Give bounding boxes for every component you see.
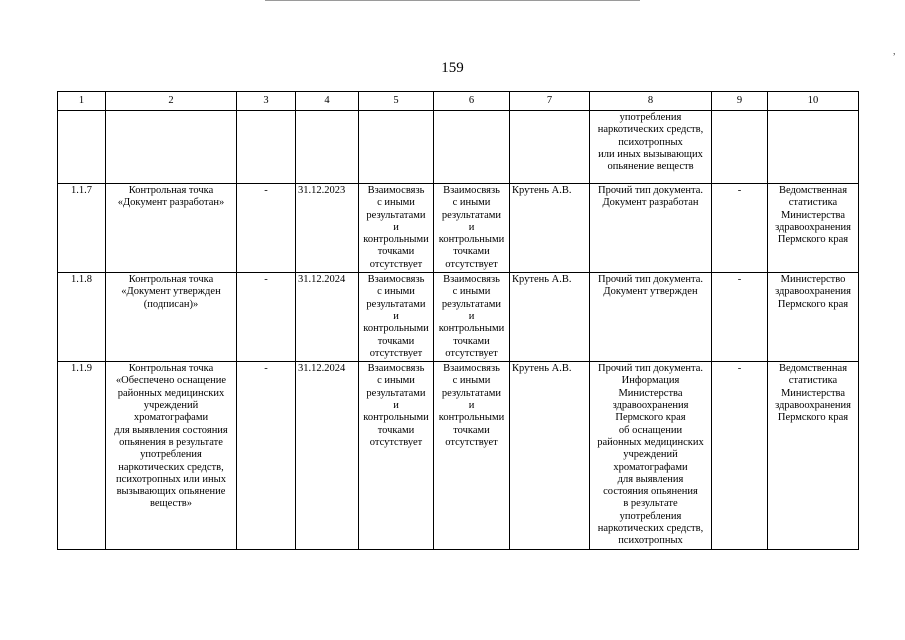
successor-cell [434, 273, 510, 362]
cell-line: употребления [619, 112, 682, 123]
dash-cell: - [712, 362, 768, 550]
cell-line: опьянения в результате [119, 436, 223, 448]
information-source-cell [768, 362, 859, 550]
cell-line: результатами [441, 209, 502, 221]
dash-cell [712, 111, 768, 184]
cell-line: наркотических средств, [597, 523, 704, 535]
predecessor-cell [359, 273, 434, 362]
responsible-cell: Крутень А.В. [510, 362, 590, 550]
table-row-1-1-7 [58, 184, 859, 273]
page-number: 159 [441, 60, 464, 76]
cell-line: для выявления состояния [114, 424, 228, 436]
cell-line: об оснащении [618, 424, 683, 436]
cell-line: Взаимосвязь [367, 363, 425, 375]
cell-line: контрольными [363, 234, 429, 246]
cell-line: отсутствует [445, 258, 498, 270]
document-type-cell [590, 111, 712, 184]
cell-line: Министерства [618, 387, 683, 399]
cell-line: Ведомственная [778, 363, 848, 375]
cell-line: психотропных или иных [116, 473, 226, 485]
cell-line: Пермского края [615, 412, 686, 424]
cell-line: Документ разработан [602, 197, 699, 209]
cell-line: точками [453, 335, 490, 347]
cell-line: контрольными [363, 412, 429, 424]
item-number-cell: 1.1.7 [58, 184, 106, 273]
edge-mark: , [893, 46, 896, 57]
cell-line: контрольными [438, 323, 505, 335]
dash-cell: - [237, 184, 296, 273]
cell-line: Взаимосвязь [443, 185, 500, 196]
cell-line: наркотических средств, [597, 124, 704, 136]
cell-line: Взаимосвязь [367, 274, 425, 286]
cell-line: отсутствует [445, 436, 498, 448]
cell-line: хроматографами [613, 461, 688, 473]
cell-line: вызывающих опьянение [116, 486, 226, 498]
cell-line: статистика [788, 375, 838, 387]
dash-cell [237, 111, 296, 184]
cell-line: веществ» [149, 498, 193, 510]
responsible-cell: Крутень А.В. [510, 184, 590, 273]
cell-line: Информация [621, 375, 680, 387]
cell-line: точками [377, 246, 415, 258]
column-number: 1 [58, 92, 106, 111]
control-point-name-cell [106, 111, 237, 184]
column-number: 9 [712, 92, 768, 111]
document-type-cell [590, 362, 712, 550]
table-row-1-1-9 [58, 362, 859, 550]
successor-cell [434, 362, 510, 550]
deadline-date-cell [296, 111, 359, 184]
cell-line: и [468, 310, 475, 322]
cell-line: с иными [377, 375, 415, 387]
cell-line: психотропных [618, 535, 683, 547]
deadline-date-cell: 31.12.2024 [296, 362, 359, 550]
cell-line: и [393, 400, 399, 412]
cell-line: наркотических средств, [118, 461, 224, 473]
cell-line: Взаимосвязь [443, 363, 500, 375]
cell-line: учреждений [143, 400, 199, 412]
cell-line: Прочий тип документа. [598, 274, 703, 286]
cell-line: результатами [441, 387, 502, 399]
cell-line: точками [377, 335, 415, 347]
column-number: 3 [237, 92, 296, 111]
cell-line: и [468, 221, 475, 233]
cell-line: здравоохранения [612, 400, 689, 412]
cell-line: или иных вызывающих [598, 148, 703, 160]
cell-line: отсутствует [369, 436, 423, 448]
item-number-cell: 1.1.9 [58, 362, 106, 550]
predecessor-cell [359, 184, 434, 273]
successor-cell [434, 111, 510, 184]
predecessor-cell [359, 111, 434, 184]
information-source-cell [768, 184, 859, 273]
cell-line: и [393, 310, 399, 322]
control-point-name-cell [106, 362, 237, 550]
cell-line: с иными [452, 375, 491, 387]
cell-line: отсутствует [369, 258, 423, 270]
cell-line: результатами [366, 298, 426, 310]
column-number-row [58, 92, 859, 111]
cell-line: отсутствует [445, 347, 498, 359]
cell-line: результатами [441, 298, 502, 310]
cell-line: точками [377, 424, 415, 436]
cell-line: учреждений [623, 449, 678, 461]
document-type-cell [590, 184, 712, 273]
control-points-table [57, 91, 859, 550]
cell-line: районных медицинских [117, 387, 225, 399]
cell-line: контрольными [363, 323, 429, 335]
column-number: 10 [768, 92, 859, 111]
cell-line: и [468, 400, 475, 412]
cell-line: и [393, 221, 399, 233]
cell-line: «Документ утвержден [121, 286, 221, 298]
control-point-name-cell [106, 184, 237, 273]
top-rule [265, 0, 640, 1]
cell-line: Контрольная точка [128, 185, 214, 196]
cell-line: «Обеспечено оснащение [115, 375, 227, 387]
deadline-date-cell: 31.12.2023 [296, 184, 359, 273]
cell-line: Взаимосвязь [443, 274, 500, 286]
dash-cell: - [712, 184, 768, 273]
cell-line: Пермского края [777, 234, 849, 246]
cell-line: Контрольная точка [128, 274, 214, 286]
cell-line: точками [453, 424, 490, 436]
cell-line: точками [453, 246, 490, 258]
cell-line: контрольными [438, 234, 505, 246]
cell-line: районных медицинских [597, 436, 704, 448]
column-number: 7 [510, 92, 590, 111]
cell-line: Пермского края [777, 412, 849, 424]
cell-line: употребления [619, 510, 682, 522]
cell-line: Контрольная точка [128, 363, 214, 375]
item-number-cell [58, 111, 106, 184]
cell-line: контрольными [438, 412, 505, 424]
dash-cell: - [237, 273, 296, 362]
document-type-cell [590, 273, 712, 362]
predecessor-cell [359, 362, 434, 550]
cell-line: опьянение веществ [607, 161, 694, 173]
column-number: 5 [359, 92, 434, 111]
cell-line: для выявления [617, 473, 684, 485]
cell-line: (подписан)» [143, 298, 199, 310]
cell-line: с иными [377, 197, 415, 209]
table-row-1-1-8 [58, 273, 859, 362]
cell-line: «Документ разработан» [117, 197, 225, 209]
cell-line: состояния опьянения [603, 486, 698, 498]
information-source-cell [768, 111, 859, 184]
cell-line: Взаимосвязь [367, 185, 425, 196]
cell-line: с иными [377, 286, 415, 298]
column-number: 2 [106, 92, 237, 111]
cell-line: хроматографами [133, 412, 209, 424]
cell-line: здравоохранения [775, 221, 851, 233]
cell-line: Ведомственная [778, 185, 848, 196]
cell-line: Прочий тип документа. [598, 185, 703, 196]
cell-line: Прочий тип документа. [598, 363, 703, 375]
cell-line: результатами [366, 387, 426, 399]
responsible-cell [510, 111, 590, 184]
cell-line: статистика [788, 197, 838, 209]
cell-line: здравоохранения [775, 400, 851, 412]
successor-cell [434, 184, 510, 273]
information-source-cell [768, 273, 859, 362]
deadline-date-cell: 31.12.2024 [296, 273, 359, 362]
dash-cell: - [712, 273, 768, 362]
cell-line: с иными [452, 197, 491, 209]
item-number-cell: 1.1.8 [58, 273, 106, 362]
cell-line: Министерства [780, 387, 846, 399]
column-number: 6 [434, 92, 510, 111]
column-number: 8 [590, 92, 712, 111]
cell-line: отсутствует [369, 347, 423, 359]
cell-line: с иными [452, 286, 491, 298]
responsible-cell: Крутень А.В. [510, 273, 590, 362]
cell-line: Пермского края [777, 298, 849, 310]
control-point-name-cell [106, 273, 237, 362]
cell-line: Документ утвержден [603, 286, 698, 298]
cell-line: здравоохранения [775, 286, 851, 298]
cell-line: Министерства [780, 209, 846, 221]
dash-cell: - [237, 362, 296, 550]
table-row-continuation [58, 111, 859, 184]
cell-line: психотропных [618, 136, 683, 148]
column-number: 4 [296, 92, 359, 111]
cell-line: употребления [140, 449, 202, 461]
cell-line: в результате [623, 498, 678, 510]
cell-line: результатами [366, 209, 426, 221]
cell-line: Министерство [780, 274, 846, 286]
